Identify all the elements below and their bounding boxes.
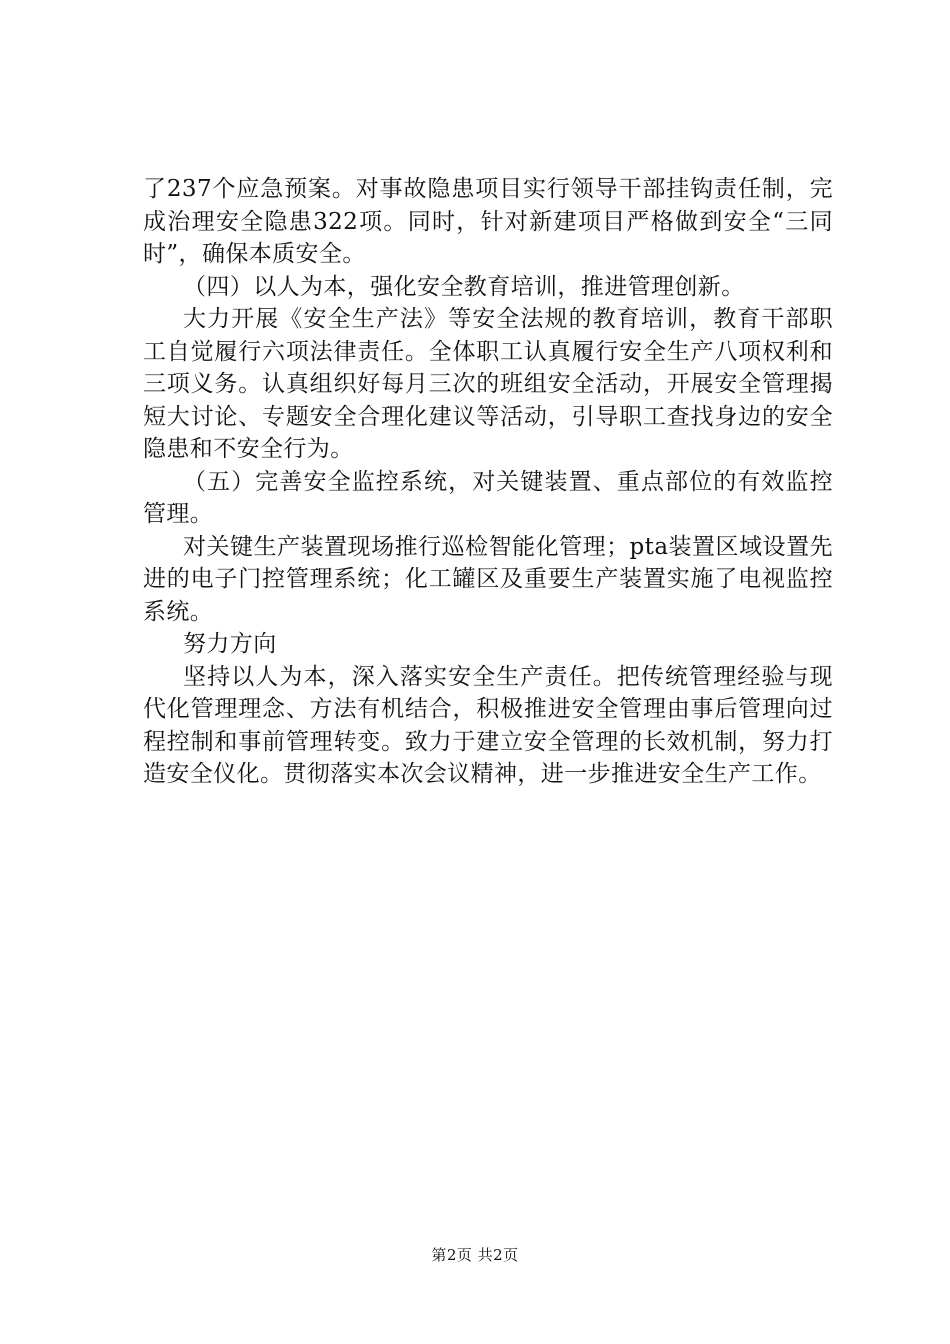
paragraph-continuation: 了237个应急预案。对事故隐患项目实行领导干部挂钩责任制，完成治理安全隐患322项。同时，针对新建项目严格做到安全“三同时”，确保本质安全。 bbox=[143, 176, 833, 267]
document-body bbox=[143, 173, 833, 791]
paragraph-direction: 坚持以人为本，深入落实安全生产责任。把传统管理经验与现代化管理理念、方法有机结合，积极推进安全管理由事后管理向过程控制和事前管理转变。致力于建立安全管理的长效机制，努力打造安全仪化。贯彻落实本次会议精神，进一步推进安全生产工作。 bbox=[143, 663, 833, 787]
section-heading-five: （五）完善安全监控系统，对关键装置、重点部位的有效监控管理。 bbox=[143, 468, 833, 527]
paragraph-monitoring-system: 对关键生产装置现场推行巡检智能化管理；pta装置区域设置先进的电子门控管理系统；化工罐区及重要生产装置实施了电视监控系统。 bbox=[143, 533, 833, 625]
section-heading-direction: 努力方向 bbox=[183, 631, 277, 657]
section-heading-four: （四）以人为本，强化安全教育培训，推进管理创新。 bbox=[183, 273, 745, 300]
paragraph-education-training: 大力开展《安全生产法》等安全法规的教育培训，教育干部职工自觉履行六项法律责任。全体职工认真履行安全生产八项权利和三项义务。认真组织好每月三次的班组安全活动，开展安全管理揭短大讨论、专题安全合理化建议等活动，引导职工查找身边的安全隐患和不安全行为。 bbox=[143, 306, 833, 462]
page-number-footer: 第2页 共2页 bbox=[431, 1246, 519, 1264]
